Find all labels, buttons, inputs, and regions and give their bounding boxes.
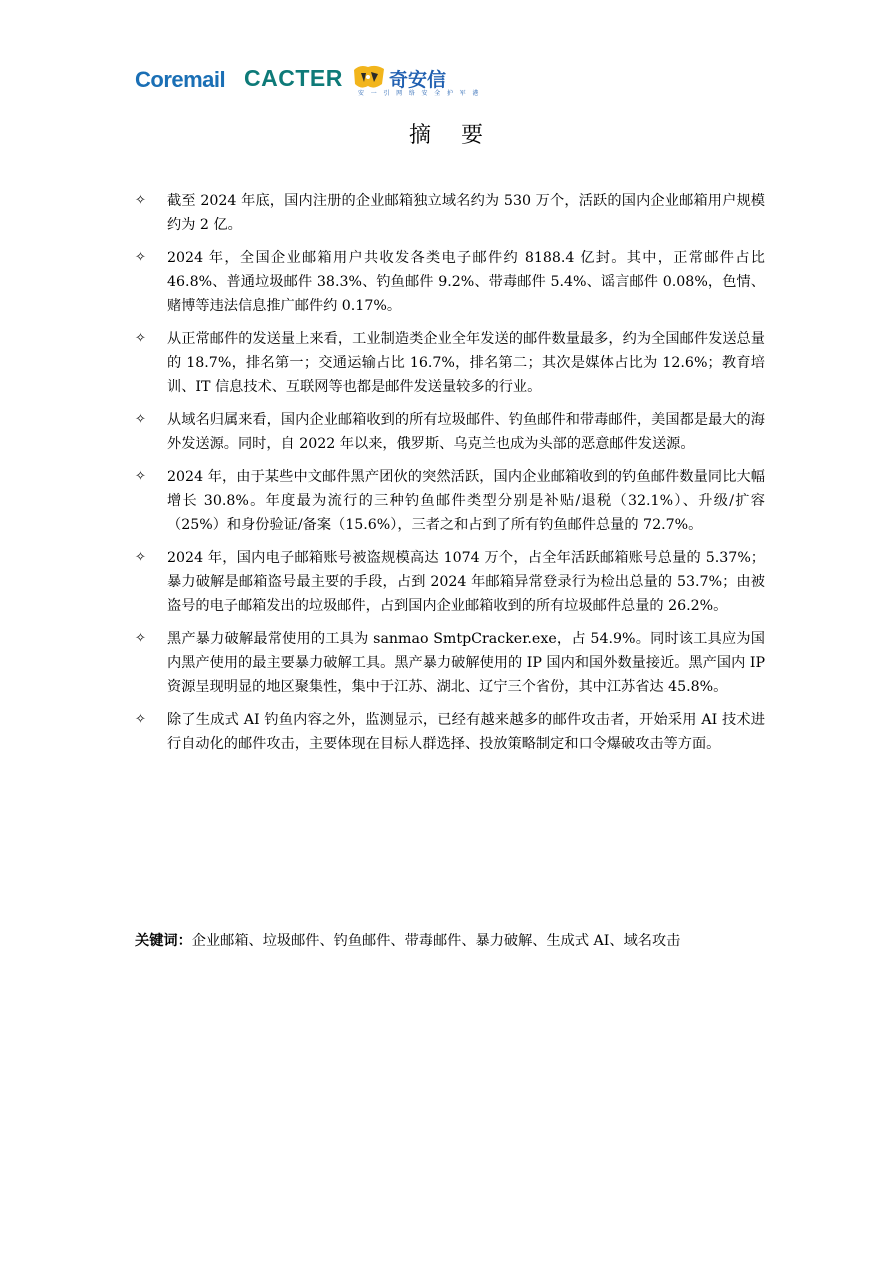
summary-item [135,546,765,618]
diamond-star-icon: ✧ [135,469,146,484]
diamond-star-icon: ✧ [135,193,146,208]
diamond-star-icon: ✧ [135,250,146,265]
page-title: 摘要 [408,123,513,148]
diamond-star-icon: ✧ [135,550,146,565]
logo-coremail: Coremail [135,67,226,92]
summary-item [135,627,765,699]
diamond-star-icon: ✧ [135,712,146,727]
summary-item [135,189,765,237]
keywords-label: 关键词： [135,933,192,949]
summary-text: 2024 年，国内电子邮箱账号被盗规模高达 1074 万个，占全年活跃邮箱账号总量的 5.37%；暴力破解是邮箱盗号最主要的手段，占到 2024 年邮箱异常登录行为检出总量的 53.7%；由被盗号的电子邮箱发出的垃圾邮件，占到国内企业邮箱收到的所有垃圾邮件总量的 26.2%。 [167,550,765,614]
summary-item [135,708,765,756]
summary-item [135,408,765,456]
qax-badge-icon [352,64,386,90]
diamond-star-icon: ✧ [135,331,146,346]
summary-text: 2024 年，全国企业邮箱用户共收发各类电子邮件约 8188.4 亿封。其中，正常邮件占比 46.8%、普通垃圾邮件 38.3%、钓鱼邮件 9.2%、带毒邮件 5.4%、谣言邮件 0.08%，色情、赌博等违法信息推广邮件约 0.17%。 [167,250,765,314]
summary-text: 从域名归属来看，国内企业邮箱收到的所有垃圾邮件、钓鱼邮件和带毒邮件，美国都是最大的海外发送源。同时，自 2022 年以来，俄罗斯、乌克兰也成为头部的恶意邮件发送源。 [167,412,765,452]
svg-text:安 一 引 网 络 安 全 护 军 港: 安 一 引 网 络 安 全 护 军 港 [358,90,481,97]
keywords [135,929,680,953]
summary-text: 从正常邮件的发送量上来看，工业制造类企业全年发送的邮件数量最多，约为全国邮件发送总量的 18.7%，排名第一；交通运输占比 16.7%，排名第二；其次是媒体占比为 12.6%；教育培训、IT 信息技术、互联网等也都是邮件发送量较多的行业。 [167,331,765,395]
logo-cacter: CACTER [244,65,343,91]
logo-qianxin [352,62,481,102]
summary-item [135,465,765,537]
summary-item [135,246,765,318]
summary-text: 2024 年，由于某些中文邮件黑产团伙的突然活跃，国内企业邮箱收到的钓鱼邮件数量同比大幅增长 30.8%。年度最为流行的三种钓鱼邮件类型分别是补贴/退税（32.1%）、升级/扩容（25%）和身份验证/备案（15.6%），三者之和占到了所有钓鱼邮件总量的 72.7%。 [167,469,765,533]
summary-text: 截至 2024 年底，国内注册的企业邮箱独立域名约为 530 万个，活跃的国内企业邮箱用户规模约为 2 亿。 [167,193,765,233]
summary-list [135,189,765,765]
qax-name: 奇安信 [389,69,447,91]
diamond-star-icon: ✧ [135,412,146,427]
diamond-star-icon: ✧ [135,631,146,646]
summary-text: 黑产暴力破解最常使用的工具为 sanmao SmtpCracker.exe，占 54.9%。同时该工具应为国内黑产使用的最主要暴力破解工具。黑产暴力破解使用的 IP 国内和国外数量接近。黑产国内 IP 资源呈现明显的地区聚集性，集中于江苏、湖北、辽宁三个省份，其中江苏省达 45.8%。 [167,631,765,695]
summary-text: 除了生成式 AI 钓鱼内容之外，监测显示，已经有越来越多的邮件攻击者，开始采用 AI 技术进行自动化的邮件攻击，主要体现在目标人群选择、投放策略制定和口令爆破攻击等方面。 [167,712,765,752]
keywords-value: 企业邮箱、垃圾邮件、钓鱼邮件、带毒邮件、暴力破解、生成式 AI、域名攻击 [191,933,681,949]
qax-slogan [358,89,481,97]
header-logos [135,62,495,102]
summary-item [135,327,765,399]
